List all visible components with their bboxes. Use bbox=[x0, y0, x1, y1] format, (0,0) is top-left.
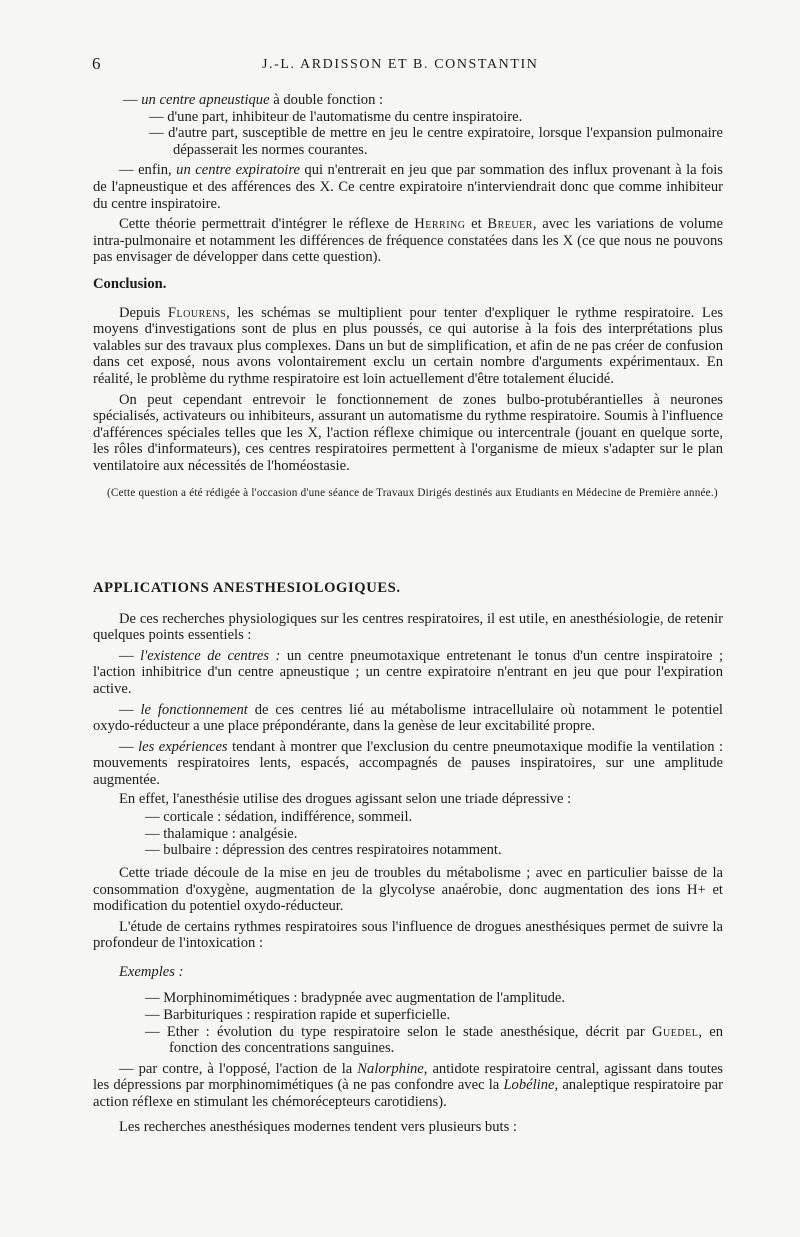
applications-intro: De ces recherches physiologiques sur les centres respiratoires, il est utile, en anesthésiologie, de retenir quelques points essentiels : bbox=[93, 610, 723, 644]
triad-item: — corticale : sédation, indifférence, sommeil. bbox=[145, 809, 413, 826]
block-centres bbox=[93, 92, 723, 266]
conclusion-paragraph-2: On peut cependant entrevoir le fonctionnement de zones bulbo-protubérantielles à neurones spécialisés, activateurs ou inhibiteurs, assurant un automatisme du rythme respiratoire. Soumis à l'influence d'afférences spéciales telles que les X, l'action réflexe chimique ou intercentrale (jouant en quelque sorte, les rôles d'informateurs), ces centres respiratoires permettent à l'organisme de mieux s'adapter sur le plan ventilatoire aux nécessités de l'homéostasie. bbox=[93, 391, 723, 474]
running-title: J.-L. ARDISSON ET B. CONSTANTIN bbox=[262, 57, 539, 72]
triad-item: — thalamique : analgésie. bbox=[145, 825, 298, 842]
conclusion-note: (Cette question a été rédigée à l'occasion d'une séance de Travaux Dirigés destinés aux Etudiants en Médecine de Première année.) bbox=[107, 486, 718, 499]
page-number: 6 bbox=[92, 54, 101, 73]
applications-section bbox=[93, 580, 723, 1135]
examples-list bbox=[93, 990, 723, 1056]
conclusion-section bbox=[93, 276, 723, 500]
apneustic-item: — un centre apneustique à double fonction : bbox=[123, 92, 384, 108]
final-paragraph: Les recherches anesthésiques modernes tendent vers plusieurs buts : bbox=[119, 1118, 517, 1135]
metabolism-paragraph: Cette triade découle de la mise en jeu de troubles du métabolisme ; avec en particulier baisse de la consommation d'oxygène, augmentation de la glycolyse anaérobie, donc augmentation des ions H+ et modification du potentiel oxydo-réducteur. bbox=[93, 864, 723, 915]
study-paragraph: L'étude de certains rythmes respiratoires sous l'influence de drogues anesthésiques permet de suivre la profondeur de l'intoxication : bbox=[93, 918, 723, 952]
example-item: — Barbituriques : respiration rapide et superficielle. bbox=[145, 1007, 451, 1024]
conclusion-paragraph-1: Depuis Flourens, les schémas se multiplient pour tenter d'expliquer le rythme respiratoire. Les moyens d'investigations sont de plus en plus poussés, ce qui autorise à la fois des interprétations plus valables sur des travaux plus complexes. Dans un but de simplification, et afin de ne pas créer de confusion dans cet exposé, nous avons volontairement exclu un certain nombre d'arguments expérimentaux. En réalité, le problème du rythme respiratoire est loin actuellement d'être totalement élucidé. bbox=[93, 304, 723, 387]
applications-heading: APPLICATIONS ANESTHESIOLOGIQUES. bbox=[93, 580, 401, 596]
fonctionnement-item: — le fonctionnement de ces centres lié au métabolisme intracellulaire où notamment le potentiel oxydo-réducteur a une place prépondérante, dans la genèse de leur excitabilité propre. bbox=[93, 701, 723, 735]
conclusion-heading: Conclusion. bbox=[93, 276, 167, 292]
triad-intro: En effet, l'anesthésie utilise des drogues agissant selon une triade dépressive : bbox=[119, 790, 572, 807]
experiences-item: — les expériences tendant à montrer que l'exclusion du centre pneumotaxique modifie la ventilation : mouvements respiratoires lents, espacés, accompagnés de pauses inspiratoires, sur une amplitude augmentée. bbox=[93, 738, 724, 788]
example-item: — Ether : évolution du type respiratoire selon le stade anesthésique, décrit par Guedel, en fonction des concentrations sanguines. bbox=[145, 1023, 723, 1057]
apneustic-sub-2: — d'autre part, susceptible de mettre en jeu le centre expiratoire, lorsque l'expansion pulmonaire dépasserait les normes courantes. bbox=[149, 125, 723, 158]
existence-item: — l'existence de centres : un centre pneumotaxique entretenant le tonus d'un centre inspiratoire ; l'action inhibitrice d'un centre apneustique ; un centre expiratoire n'entrant en jeu que pour l'expiration active. bbox=[93, 647, 724, 697]
theory-paragraph: Cette théorie permettrait d'intégrer le réflexe de Herring et Breuer, avec les variations de volume intra-pulmonaire et notamment les différences de fréquence constatées dans les X (ce que nous ne pouvons pas envisager de développer dans cette question). bbox=[93, 216, 723, 266]
triad-item: — bulbaire : dépression des centres respiratoires notamment. bbox=[145, 842, 502, 859]
expiratory-item: — enfin, un centre expiratoire qui n'entrerait en jeu que par sommation des influx provenant à la fois de l'apneustique et des afférences des X. Ce centre expiratoire n'interviendrait donc que comme inhibiteur du centre inspiratoire. bbox=[93, 162, 723, 212]
example-item: — Morphinomimétiques : bradypnée avec augmentation de l'amplitude. bbox=[145, 990, 566, 1007]
apneustic-sub-1: — d'une part, inhibiteur de l'automatisme du centre inspiratoire. bbox=[149, 108, 523, 125]
triad-list bbox=[93, 809, 723, 859]
nalorphine-paragraph: — par contre, à l'opposé, l'action de la Nalorphine, antidote respiratoire central, agissant dans toutes les dépressions par morphinomimétiques (à ne pas confondre avec la Lobéline, analeptique respiratoire par action réflexe en stimulant les chémorécepteurs carotidiens). bbox=[93, 1060, 724, 1111]
examples-label: Exemples : bbox=[119, 963, 184, 980]
